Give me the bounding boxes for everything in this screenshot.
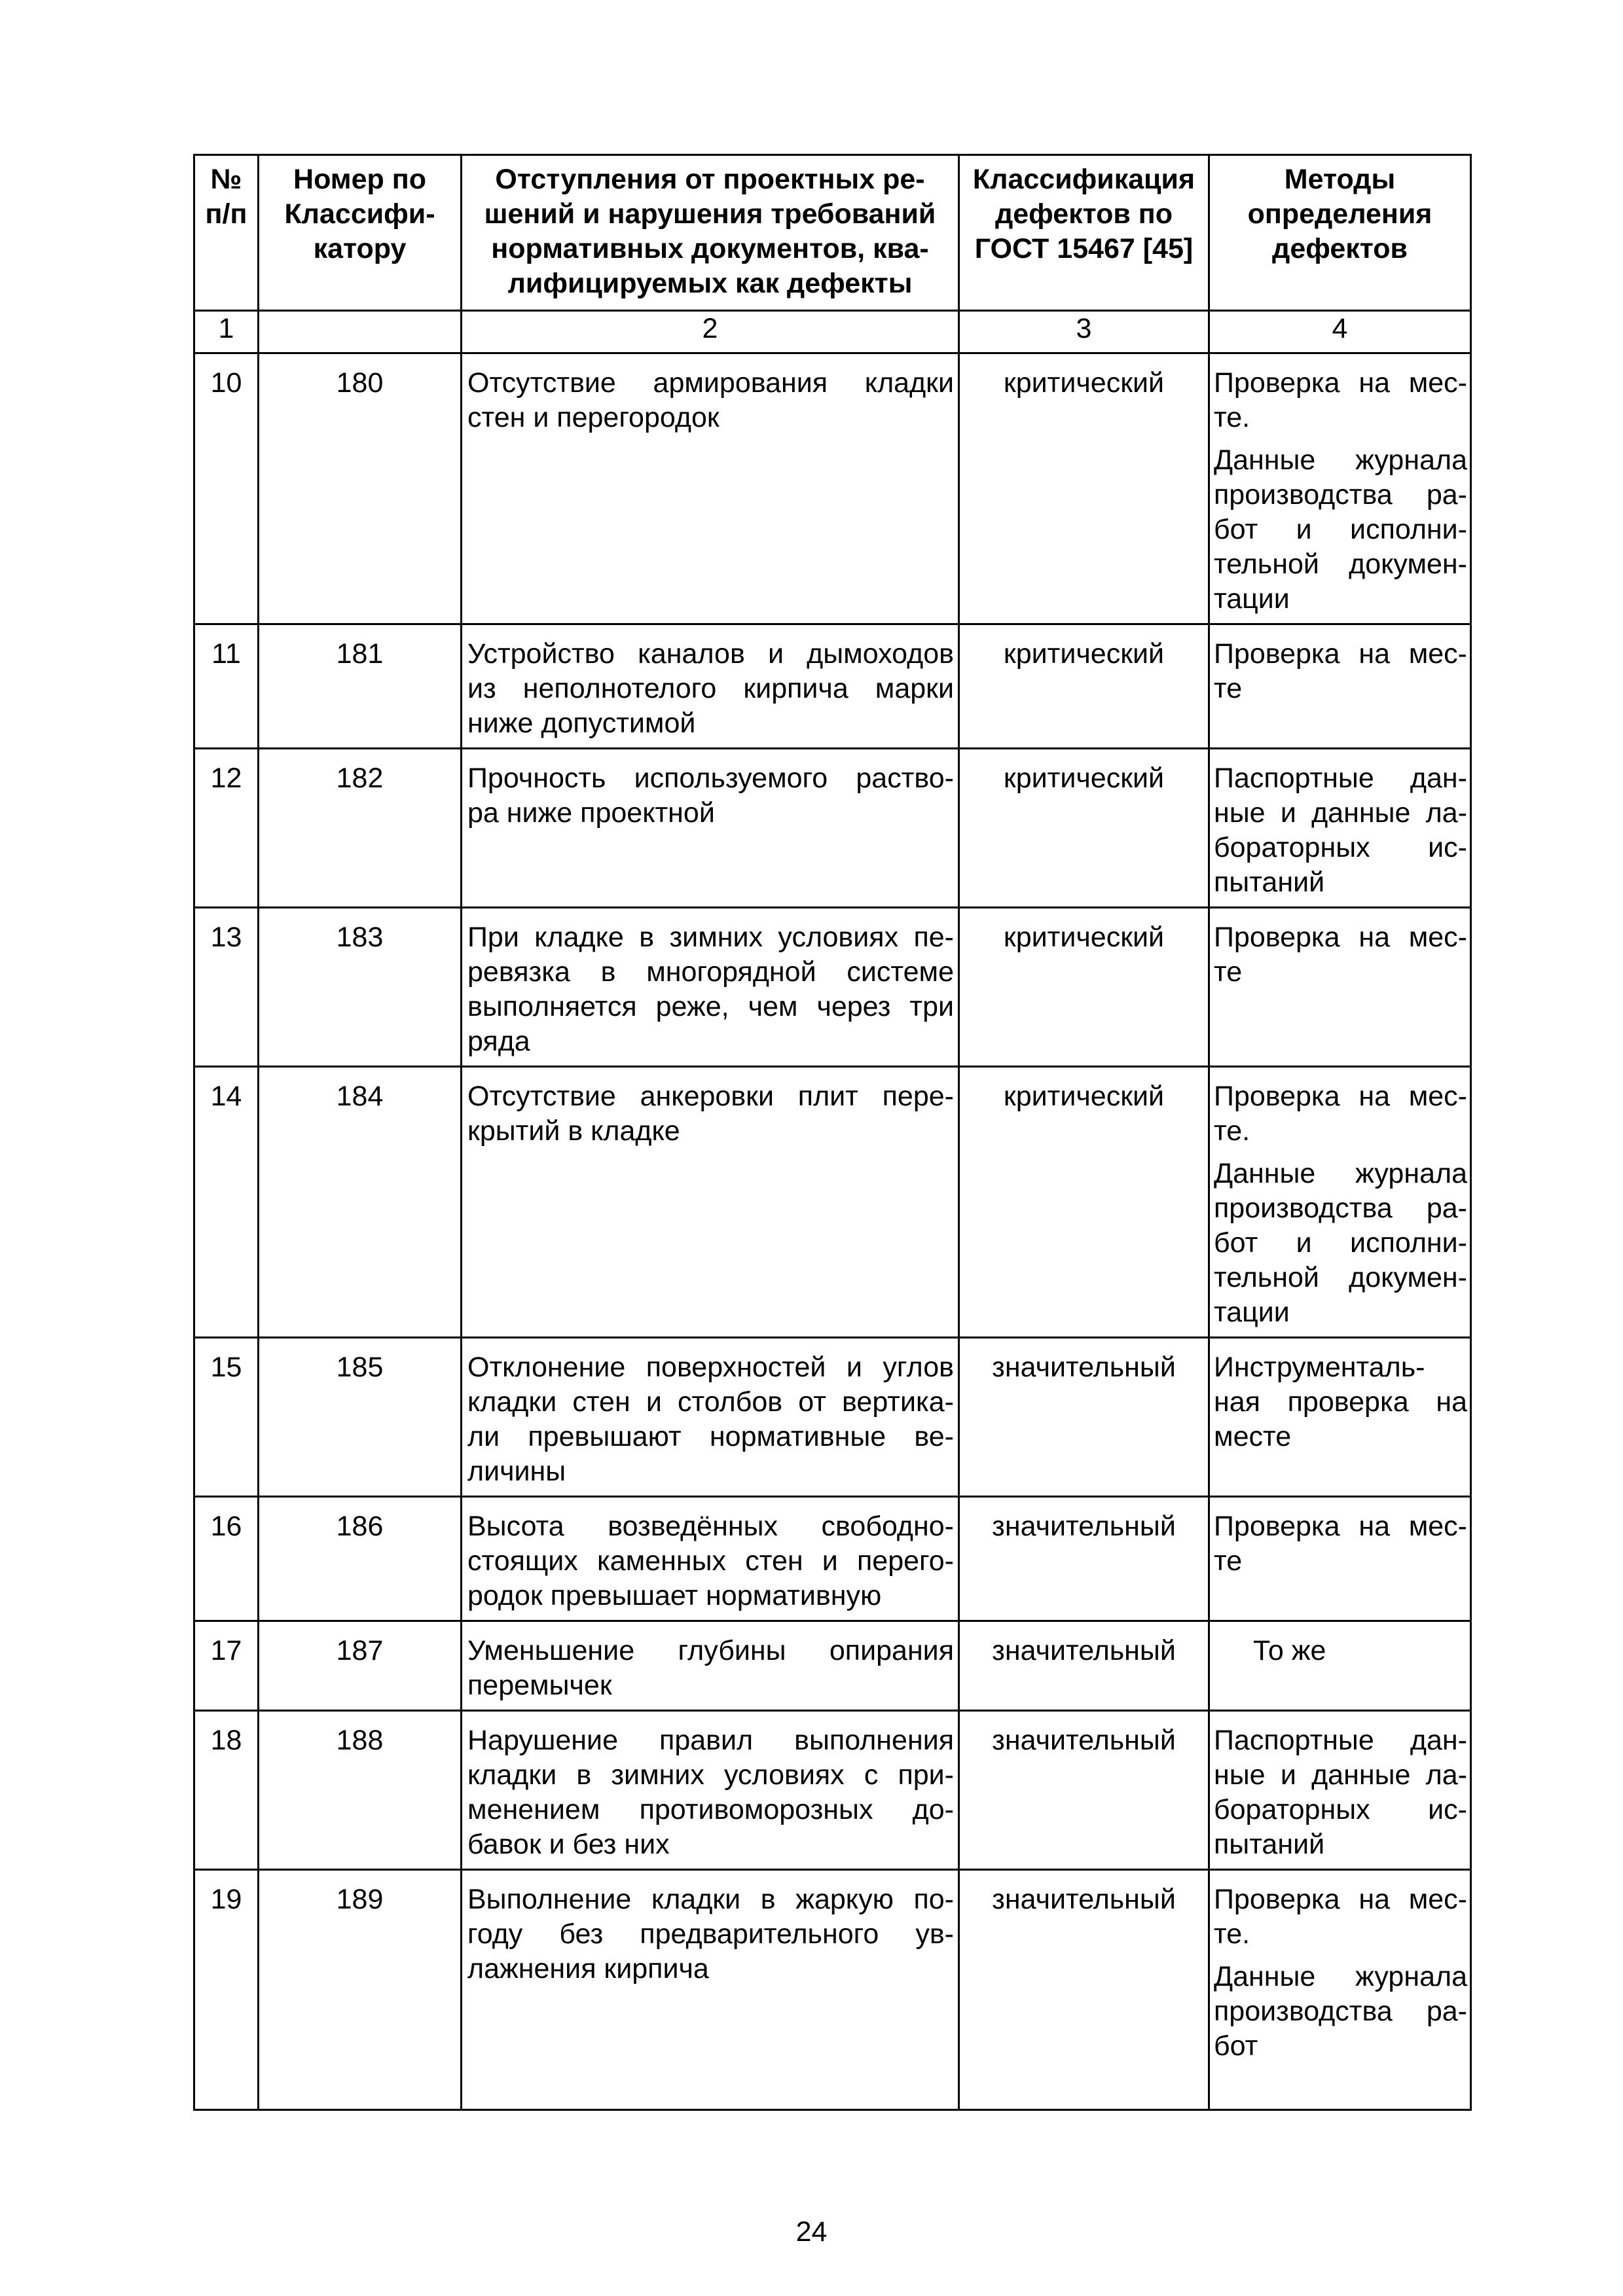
row-number-cell: 11 bbox=[194, 624, 259, 749]
deviation-line: При кладке в зимних условиях пе- bbox=[467, 922, 954, 953]
table-row bbox=[194, 353, 1471, 624]
header-line: определения bbox=[1247, 198, 1432, 230]
classification-cell: критический bbox=[959, 749, 1209, 908]
table-row bbox=[194, 1497, 1471, 1621]
methods-cell bbox=[1209, 749, 1471, 908]
method-line: те. bbox=[1214, 402, 1250, 433]
classifier-code-cell: 188 bbox=[259, 1711, 462, 1870]
deviation-line: ниже допустимой bbox=[467, 708, 696, 739]
deviation-line: ра ниже проектной bbox=[467, 797, 715, 829]
numbering-cell: 4 bbox=[1209, 311, 1471, 353]
deviation-line: менением противоморозных до- bbox=[467, 1794, 954, 1825]
method-line: пытаний bbox=[1214, 867, 1325, 898]
classification-cell: значительный bbox=[959, 1338, 1209, 1497]
method-line: ная проверка на bbox=[1214, 1386, 1467, 1418]
method-line: ные и данные ла- bbox=[1214, 1759, 1467, 1791]
numbering-cell bbox=[259, 311, 462, 353]
deviation-line: Устройство каналов и дымоходов bbox=[467, 638, 954, 670]
methods-cell bbox=[1209, 1497, 1471, 1621]
deviation-cell bbox=[462, 1497, 959, 1621]
methods-cell bbox=[1209, 1067, 1471, 1338]
method-line: Проверка на мес- bbox=[1214, 922, 1467, 953]
paragraph-gap bbox=[1214, 1149, 1467, 1157]
deviation-line: ряда bbox=[467, 1026, 530, 1057]
deviation-line: году без предварительного ув- bbox=[467, 1918, 954, 1950]
method-line: те bbox=[1214, 956, 1243, 988]
method-line: тации bbox=[1214, 1297, 1290, 1328]
method-line: Проверка на мес- bbox=[1214, 1884, 1467, 1915]
page-number: 24 bbox=[795, 2216, 828, 2248]
deviation-line: перемычек bbox=[467, 1670, 612, 1701]
classification-cell: критический bbox=[959, 1067, 1209, 1338]
header-line: Номер по bbox=[293, 164, 426, 195]
paragraph-gap bbox=[1214, 1952, 1467, 1960]
deviation-line: Отсутствие анкеровки плит пере- bbox=[467, 1081, 954, 1112]
table-row bbox=[194, 1067, 1471, 1338]
methods-cell bbox=[1209, 353, 1471, 624]
deviation-line: Нарушение правил выполнения bbox=[467, 1725, 954, 1756]
deviation-line: лажнения кирпича bbox=[467, 1953, 709, 1984]
header-line: ГОСТ 15467 [45] bbox=[974, 233, 1194, 264]
header-line: № bbox=[210, 164, 242, 195]
method-line: пытаний bbox=[1214, 1829, 1325, 1860]
table-numbering-row bbox=[194, 311, 1471, 353]
deviation-line: Высота возведённых свободно- bbox=[467, 1511, 954, 1542]
row-number-cell: 18 bbox=[194, 1711, 259, 1870]
method-line: те. bbox=[1214, 1115, 1250, 1147]
deviation-line: бавок и без них bbox=[467, 1829, 670, 1860]
classification-cell: критический bbox=[959, 624, 1209, 749]
header-line: Отступления от проектных ре- bbox=[495, 164, 925, 195]
methods-cell bbox=[1209, 1711, 1471, 1870]
classifier-code-cell: 183 bbox=[259, 908, 462, 1067]
numbering-cell: 1 bbox=[194, 311, 259, 353]
methods-cell bbox=[1209, 1338, 1471, 1497]
table-body bbox=[194, 353, 1471, 2110]
deviation-line: родок превышает нормативную bbox=[467, 1580, 882, 1611]
header-line: Методы bbox=[1284, 164, 1396, 195]
method-line: бораторных ис- bbox=[1214, 832, 1467, 863]
table-row bbox=[194, 1711, 1471, 1870]
method-line: бот bbox=[1214, 2030, 1258, 2062]
method-line: Паспортные дан- bbox=[1214, 762, 1467, 794]
method-line: Данные журнала bbox=[1214, 444, 1467, 476]
deviation-cell bbox=[462, 1338, 959, 1497]
header-col-methods bbox=[1209, 155, 1471, 311]
method-line: тации bbox=[1214, 583, 1290, 615]
method-line: производства ра- bbox=[1214, 1193, 1467, 1224]
paragraph-gap bbox=[1214, 435, 1467, 443]
deviation-line: ли превышают нормативные ве- bbox=[467, 1421, 954, 1452]
table-row bbox=[194, 749, 1471, 908]
row-number-cell: 15 bbox=[194, 1338, 259, 1497]
row-number-cell: 14 bbox=[194, 1067, 259, 1338]
method-line: тельной докумен- bbox=[1214, 1262, 1467, 1293]
deviation-line: Отсутствие армирования кладки bbox=[467, 367, 954, 399]
row-number-cell: 13 bbox=[194, 908, 259, 1067]
table-row bbox=[194, 1621, 1471, 1711]
row-number-cell: 12 bbox=[194, 749, 259, 908]
table-header-row bbox=[194, 155, 1471, 311]
method-line: те bbox=[1214, 673, 1243, 704]
deviation-cell bbox=[462, 353, 959, 624]
defects-table bbox=[193, 154, 1472, 2111]
method-line: те. bbox=[1214, 1918, 1250, 1950]
method-line: бот и исполни- bbox=[1214, 1227, 1467, 1259]
numbering-cell: 3 bbox=[959, 311, 1209, 353]
row-number-cell: 16 bbox=[194, 1497, 259, 1621]
deviation-cell bbox=[462, 624, 959, 749]
deviation-line: кладки стен и столбов от вертика- bbox=[467, 1386, 954, 1418]
deviation-cell bbox=[462, 908, 959, 1067]
deviation-cell bbox=[462, 1870, 959, 2110]
method-line: Данные журнала bbox=[1214, 1158, 1467, 1189]
method-line: те bbox=[1214, 1545, 1243, 1577]
deviation-cell bbox=[462, 1621, 959, 1711]
classification-cell: значительный bbox=[959, 1870, 1209, 2110]
header-col-deviation bbox=[462, 155, 959, 311]
classifier-code-cell: 186 bbox=[259, 1497, 462, 1621]
classification-cell: значительный bbox=[959, 1621, 1209, 1711]
classifier-code-cell: 180 bbox=[259, 353, 462, 624]
method-line: Проверка на мес- bbox=[1214, 1081, 1467, 1112]
deviation-line: Прочность используемого раство- bbox=[467, 762, 954, 794]
methods-cell bbox=[1209, 908, 1471, 1067]
deviation-line: стен и перегородок bbox=[467, 402, 720, 433]
header-col-no bbox=[194, 155, 259, 311]
header-line: лифицируемых как дефекты bbox=[507, 268, 913, 299]
classifier-code-cell: 181 bbox=[259, 624, 462, 749]
deviation-line: стоящих каменных стен и перего- bbox=[467, 1545, 954, 1577]
row-number-cell: 17 bbox=[194, 1621, 259, 1711]
method-line: Паспортные дан- bbox=[1214, 1725, 1467, 1756]
numbering-cell: 2 bbox=[462, 311, 959, 353]
header-col-classification bbox=[959, 155, 1209, 311]
methods-cell bbox=[1209, 1870, 1471, 2110]
method-line: Инструменталь- bbox=[1214, 1352, 1425, 1383]
method-line: тельной докумен- bbox=[1214, 548, 1467, 580]
deviation-cell bbox=[462, 749, 959, 908]
header-col-class-no bbox=[259, 155, 462, 311]
classification-cell: значительный bbox=[959, 1497, 1209, 1621]
classifier-code-cell: 185 bbox=[259, 1338, 462, 1497]
table-row bbox=[194, 1338, 1471, 1497]
deviation-line: кладки в зимних условиях с при- bbox=[467, 1759, 954, 1791]
method-line: производства ра- bbox=[1214, 1996, 1467, 2027]
method-line: Проверка на мес- bbox=[1214, 367, 1467, 399]
classifier-code-cell: 187 bbox=[259, 1621, 462, 1711]
deviation-line: Уменьшение глубины опирания bbox=[467, 1635, 954, 1666]
method-line: То же bbox=[1253, 1635, 1326, 1666]
deviation-line: ревязка в многорядной системе bbox=[467, 956, 954, 988]
classification-cell: значительный bbox=[959, 1711, 1209, 1870]
header-line: п/п bbox=[205, 198, 247, 230]
method-line: месте bbox=[1214, 1421, 1292, 1452]
method-line: ные и данные ла- bbox=[1214, 797, 1467, 829]
table-row bbox=[194, 908, 1471, 1067]
row-number-cell: 10 bbox=[194, 353, 259, 624]
classifier-code-cell: 189 bbox=[259, 1870, 462, 2110]
deviation-line: Выполнение кладки в жаркую по- bbox=[467, 1884, 954, 1915]
method-line: Проверка на мес- bbox=[1214, 638, 1467, 670]
header-line: катору bbox=[313, 233, 407, 264]
table-row bbox=[194, 1870, 1471, 2110]
header-line: Классифи- bbox=[284, 198, 435, 230]
method-line: производства ра- bbox=[1214, 479, 1467, 511]
method-line: бораторных ис- bbox=[1214, 1794, 1467, 1825]
method-line: Данные журнала bbox=[1214, 1961, 1467, 1992]
header-line: дефектов bbox=[1272, 233, 1408, 264]
classification-cell: критический bbox=[959, 908, 1209, 1067]
header-line: нормативных документов, ква- bbox=[491, 233, 929, 264]
deviation-cell bbox=[462, 1067, 959, 1338]
classifier-code-cell: 184 bbox=[259, 1067, 462, 1338]
header-line: шений и нарушения требований bbox=[484, 198, 936, 230]
classification-cell: критический bbox=[959, 353, 1209, 624]
table-row bbox=[194, 624, 1471, 749]
header-line: дефектов по bbox=[994, 198, 1173, 230]
methods-cell bbox=[1209, 624, 1471, 749]
method-line: бот и исполни- bbox=[1214, 514, 1467, 545]
method-line: Проверка на мес- bbox=[1214, 1511, 1467, 1542]
deviation-cell bbox=[462, 1711, 959, 1870]
deviation-line: Отклонение поверхностей и углов bbox=[467, 1352, 954, 1383]
header-line: Классификация bbox=[972, 164, 1195, 195]
row-number-cell: 19 bbox=[194, 1870, 259, 2110]
deviation-line: из неполнотелого кирпича марки bbox=[467, 673, 954, 704]
deviation-line: выполняется реже, чем через три bbox=[467, 991, 954, 1022]
deviation-line: крытий в кладке bbox=[467, 1115, 680, 1147]
methods-cell bbox=[1209, 1621, 1471, 1711]
deviation-line: личины bbox=[467, 1456, 566, 1487]
classifier-code-cell: 182 bbox=[259, 749, 462, 908]
